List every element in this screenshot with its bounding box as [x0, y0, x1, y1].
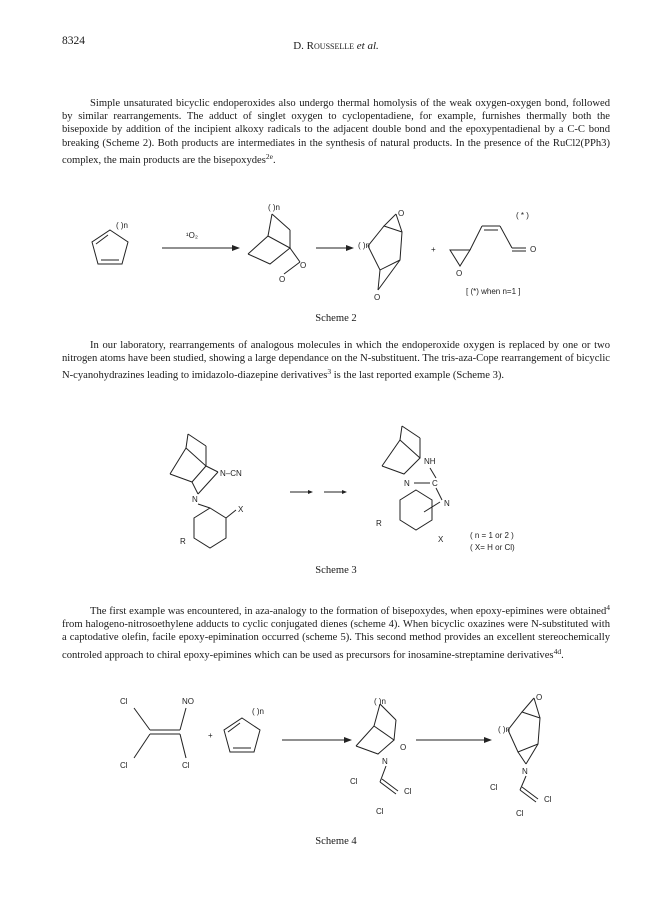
page-number: 8324	[62, 35, 85, 47]
o-label-5: O	[530, 245, 537, 254]
paragraph-1-text: Simple unsaturated bicyclic endoperoxides also undergo thermal homolysis of the weak oxygen-oxygen bond, followed by similar rearrangements. The adduct of singlet oxygen to cyclopentadiene, for example, furnishes thermally both the bisepoxide by addition of the incipient alkoxy radicals to the adjacent double bond and the epoxypentadienal by a C-C bond breaking (Scheme 2). Both products are intermediates in the synthesis of natural products. In the presence of the RuCl2(PPh3) complex, the main products are the bisepoxydes	[62, 98, 610, 166]
paragraph-3-text-2: from halogeno-nitrosoethylene adducts to cyclic conjugated dienes (scheme 4). When bicyclic oxazines were N-substituted with a captodative olefin, facile epoxy-epimination occurred (scheme 5). This second method provides an excellent stereochemically controled approach to chiral epoxy-epimines which can be used as precursors for inosamine-streptamine derivatives	[62, 619, 610, 661]
n-label-3: ( )n	[358, 241, 370, 250]
star-label: ( * )	[516, 211, 529, 220]
arrow-head-2	[346, 245, 354, 251]
o-label-3: O	[398, 209, 405, 218]
arrow-head-4b	[484, 737, 492, 743]
cyclopentadiene-2	[224, 707, 264, 752]
cl-label-4: Cl	[350, 777, 358, 786]
reference-3: 3	[327, 367, 332, 377]
arrow-head-4a	[344, 737, 352, 743]
n-label-6: ( )n	[498, 725, 510, 734]
n-label-5: ( )n	[374, 697, 386, 706]
scheme-4-drawing	[0, 690, 672, 820]
r-label-2: R	[376, 519, 382, 528]
running-header	[0, 40, 672, 52]
o-label-2: O	[279, 275, 286, 284]
plus-sign-1: +	[431, 245, 436, 254]
paragraph-1	[62, 97, 610, 167]
no-label: NO	[182, 697, 194, 706]
paragraph-2-end: is the last reported example (Scheme 3).	[331, 370, 505, 382]
paragraph-3-end: .	[561, 649, 564, 661]
cl-label-6: Cl	[376, 807, 384, 816]
n-label-2: ( )n	[268, 203, 280, 212]
bicyclic-oxazine	[350, 697, 412, 816]
n-label-4: ( )n	[252, 707, 264, 716]
epoxypentadienal	[450, 211, 536, 278]
n-label-s4a: N	[382, 757, 388, 766]
arrow-head-1	[232, 245, 240, 251]
reference-4: 4	[606, 603, 610, 612]
o-label-6: O	[456, 269, 463, 278]
author-name: D. Rousselle	[293, 40, 355, 52]
arrow-head-3b	[342, 490, 347, 494]
scheme-3-caption: Scheme 3	[315, 565, 357, 576]
x-label-2: X	[438, 535, 444, 544]
condition-n: ( n = 1 or 2 )	[470, 531, 514, 540]
condition-x: ( X= H or Cl)	[470, 543, 515, 552]
cl-label-5: Cl	[404, 787, 412, 796]
cl-label-9: Cl	[516, 809, 524, 818]
reference-4d: 4d	[553, 646, 562, 656]
epoxy-epimine	[490, 693, 552, 818]
n-cyanohydrazine	[170, 434, 244, 548]
n-cn-label: N–CN	[220, 469, 242, 478]
n-label-s3b: N	[404, 479, 410, 488]
cl-label-1: Cl	[120, 697, 128, 706]
paragraph-2	[62, 339, 610, 383]
cyclopentadiene	[92, 221, 128, 264]
cl-label-7: Cl	[490, 783, 498, 792]
n-label-s3a: N	[192, 495, 198, 504]
cl-label-8: Cl	[544, 795, 552, 804]
scheme-4-caption: Scheme 4	[315, 836, 357, 847]
o-label-4: O	[374, 293, 381, 302]
chloronitrosoethylene	[120, 697, 194, 770]
reference-2e: 2e	[265, 151, 273, 161]
scheme-2-caption: Scheme 2	[315, 313, 357, 324]
paragraph-3	[62, 601, 610, 662]
singlet-oxygen-label: ¹O₂	[186, 231, 198, 240]
scheme-2-note: [ (*) when n=1 ]	[466, 287, 521, 296]
nh-label: NH	[424, 457, 436, 466]
endoperoxide	[248, 203, 306, 284]
o-label-8: O	[536, 693, 543, 702]
n-label-1: ( )n	[116, 221, 128, 230]
paragraph-2-text: In our laboratory, rearrangements of analogous molecules in which the endoperoxide oxygen is replaced by one or two nitrogen atoms have been studied, showing a large dependance on the N-substituent. The tris-aza-Cope rearrangement of bicyclic N-cyanohydrazines leading to imidazolo-diazepine derivatives	[62, 340, 610, 382]
r-label-1: R	[180, 537, 186, 546]
o-label-1: O	[300, 261, 307, 270]
paragraph-3-text-1: The first example was encountered, in aza-analogy to the formation of bisepoxydes, when epoxy-epimines were obtained	[90, 606, 607, 617]
cl-label-2: Cl	[120, 761, 128, 770]
bisepoxide	[358, 209, 404, 302]
imidazolo-diazepine	[376, 426, 450, 544]
o-label-7: O	[400, 743, 407, 752]
n-label-s4b: N	[522, 767, 528, 776]
scheme-2-drawing	[0, 190, 672, 300]
paragraph-1-end: .	[272, 154, 276, 166]
scheme-3-drawing	[0, 420, 672, 570]
n-label-s3c: N	[444, 499, 450, 508]
c-label: C	[432, 479, 438, 488]
arrow-head-3a	[308, 490, 313, 494]
plus-sign-2: +	[208, 731, 213, 740]
x-label-1: X	[238, 505, 244, 514]
et-al: et al.	[356, 40, 379, 52]
cl-label-3: Cl	[182, 761, 190, 770]
